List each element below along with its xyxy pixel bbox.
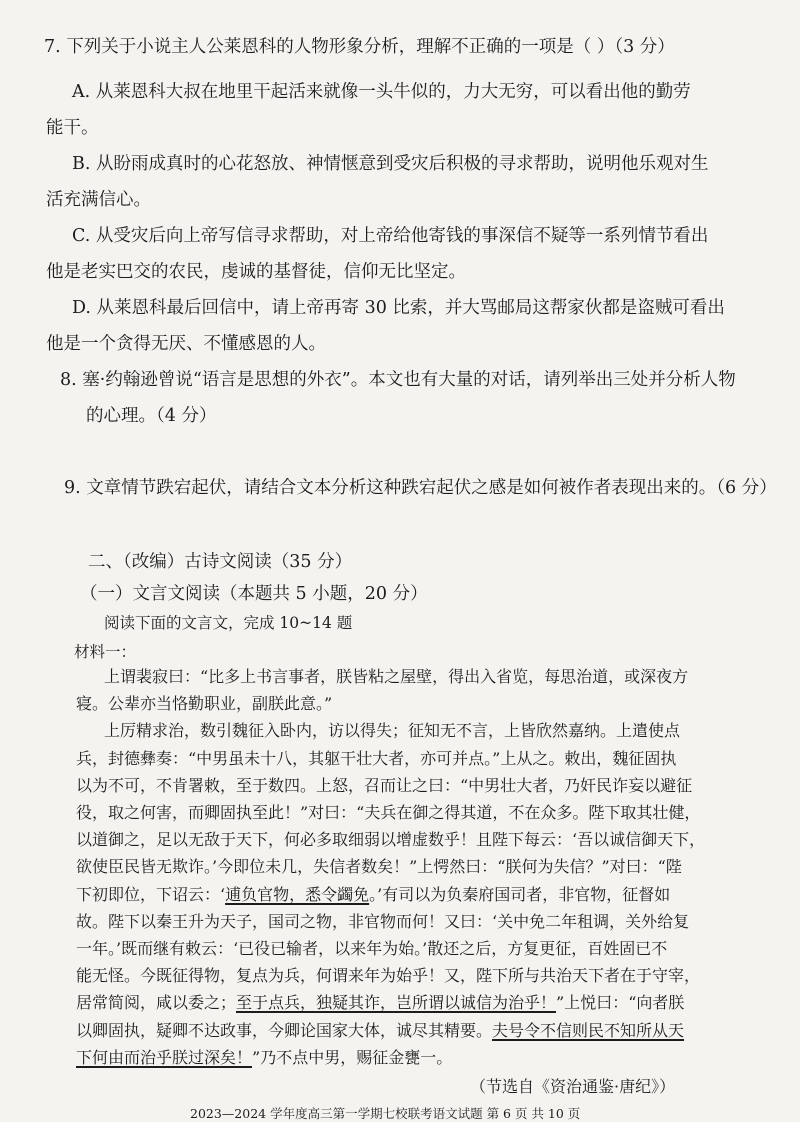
q7-stem: 7. 下列关于小说主人公莱恩科的人物形象分析，理解不正确的一项是（ ）（3 分） [44,37,675,57]
q8-stem: 8. 塞·约翰逊曾说“语言是思想的外衣”。本文也有大量的对话，请列举出三处并分析人物 [60,370,736,390]
material-label: 材料一： [74,643,137,661]
passage-line: 兵，封德彝奏：“中男虽未十八，其躯干壮大者，亦可并点。”上从之。敕出，魏征固执 [76,748,677,768]
passage-line [76,1045,452,1068]
passage-line [76,990,684,1013]
passage-text: ”上悦曰：“向者朕 [556,993,685,1013]
passage-line: 以为不可，不肯署敕，至于数四。上怒，召而让之曰：“中男壮大者，乃奸民诈妄以避征 [76,775,693,795]
passage-text: ”乃不点中男，赐征金甕一。 [252,1047,453,1067]
passage-line: 能无怪。今既征得物，复点为兵，何谓来年为始乎！又，陛下所与共治天下者在于守宰， [76,966,701,986]
q7-option-b: B. 从盼雨成真时的心花怒放、神情惬意到受灾后积极的寻求帮助，说明他乐观对生 [72,154,709,174]
q7-option-a-cont: 能干。 [46,118,99,138]
q9-stem: 9. 文章情节跌宕起伏，请结合文本分析这种跌宕起伏之感是如何被作者表现出来的。（6 分） [64,478,777,498]
q7-option-b-cont: 活充满信心。 [46,190,151,210]
section-subtitle: （一）文言文阅读（本题共 5 小题，20 分） [80,584,428,604]
underlined-sentence-3-cont: 下何由而治乎朕过深矣！ [76,1047,253,1067]
passage-line: 上厉精求治，数引魏征入卧内，访以得失；征知无不言，上皆欣然嘉纳。上遣使点 [104,721,681,741]
q7-option-c-cont: 他是老实巴交的农民，虔诚的基督徒，信仰无比坚定。 [46,262,466,282]
underlined-sentence-3: 夫号令不信则民不知所从天 [492,1020,685,1040]
passage-line: 寝。公辈亦当恪勤职业，副朕此意。” [76,694,333,714]
passage-line: 以道御之，足以无敌于天下，何必多取细弱以增虚数乎！且陛下每云：‘吾以诚信御天下， [76,830,706,850]
q7-option-d-cont: 他是一个贪得无厌、不懂感恩的人。 [46,334,326,354]
passage-line: 一年。’既而继有敕云：‘已役已输者，以来年为始。’散还之后，方复更征，百姓固已不 [76,939,668,958]
page-footer: 2023—2024 学年度高三第一学期七校联考语文试题 第 6 页 共 10 页 [190,1106,581,1121]
q8-stem-cont: 的心理。（4 分） [86,406,217,426]
passage-line: 欲使臣民皆无欺诈。’今即位未几，失信者数矣！”上愕然曰：“朕何为失信？”对曰：“陛 [76,857,682,877]
passage-line: 故。陛下以秦王升为天子，国司之物，非官物而何！又曰：‘关中免二年租调，关外给复 [76,911,690,931]
q7-option-d: D. 从莱恩科最后回信中，请上帝再寄 30 比索，并大骂邮局这帮家伙都是盗贼可看出 [72,298,725,318]
q7-option-a: A. 从莱恩科大叔在地里干起活来就像一头牛似的，力大无穷，可以看出他的勤劳 [72,82,691,102]
q7-option-c: C. 从受灾后向上帝写信寻求帮助，对上帝给他寄钱的事深信不疑等一系列情节看出 [72,226,709,246]
passage-line: 役，取之何害，而卿固执至此！”对曰：“夫兵在御之得其道，不在众多。陛下取其壮健， [76,803,701,822]
passage-text: 以卿固执，疑卿不达政事，今卿论国家大体，诚尽其精要。 [76,1020,493,1040]
instruction: 阅读下面的文言文，完成 10~14 题 [104,614,353,632]
underlined-sentence-1: 逋负官物，悉令蠲免 [225,884,370,904]
passage-source: （节选自《资治通鉴·唐纪》） [470,1077,676,1096]
passage-line [76,882,670,905]
passage-line [76,1018,684,1041]
passage-text: 下初即位，下诏云：‘ [76,884,226,904]
passage-line: 上谓裴寂曰：“比多上书言事者，朕皆粘之屋壁，得出入省览，每思治道，或深夜方 [104,667,689,686]
passage-text: 居常简阅，咸以委之； [76,993,237,1013]
section-title: 二、（改编）古诗文阅读（35 分） [88,552,353,572]
passage-text: 。’有司以为负秦府国司者，非官物，征督如 [369,884,671,904]
underlined-sentence-2: 至于点兵，独疑其诈，岂所谓以诚信为治乎！ [236,993,557,1013]
